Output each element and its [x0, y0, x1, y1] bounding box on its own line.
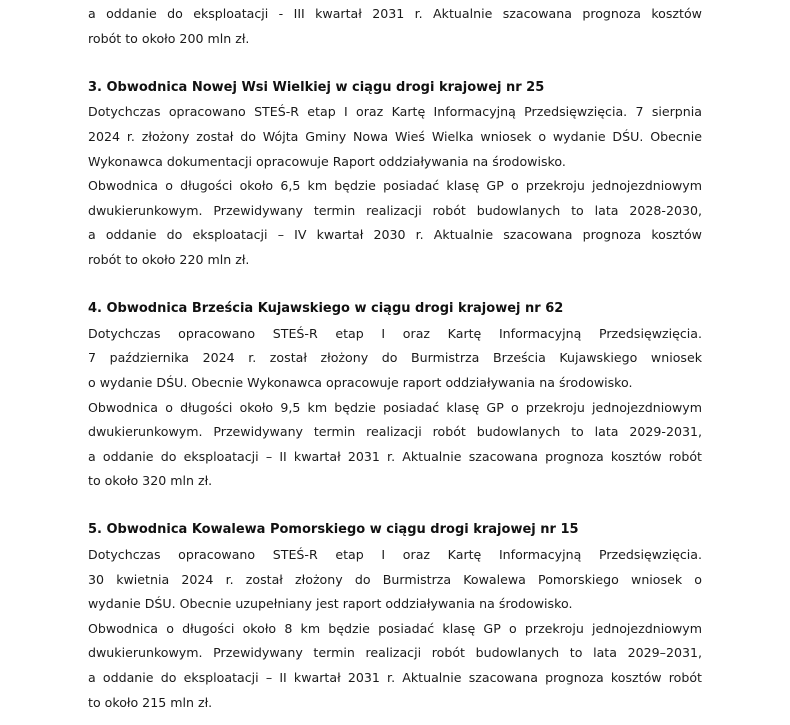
text-line: Wykonawca dokumentacji opracowuje Raport oddziaływania na środowisko.: [88, 153, 566, 169]
text-line: to około 215 mln zł.: [88, 694, 213, 710]
text-line: robót to około 200 mln zł.: [88, 30, 250, 46]
paragraph-section5-status: [88, 543, 702, 617]
text-line: dwukierunkowym. Przewidywany termin realizacji robót budowlanych to lata 2028-2030,: [88, 202, 702, 218]
paragraph-section4-parameters: [88, 396, 702, 494]
text-line: wydanie DŚU. Obecnie uzupełniany jest raport oddziaływania na środowisko.: [88, 596, 573, 612]
section-4-heading: 4. Obwodnica Brześcia Kujawskiego w ciągu drogi krajowej nr 62: [88, 301, 564, 317]
text-line: Dotychczas opracowano STEŚ-R etap I oraz Kartę Informacyjną Przedsięwzięcia. 7 sierpnia: [88, 104, 702, 120]
text-line: 2024 r. złożony został do Wójta Gminy Nowa Wieś Wielka wniosek o wydanie DŚU. Obecnie: [88, 128, 702, 144]
text-line: a oddanie do eksploatacji – II kwartał 2031 r. Aktualnie szacowana prognoza kosztów robót: [88, 448, 702, 464]
text-line: Dotychczas opracowano STEŚ-R etap I oraz Kartę Informacyjną Przedsięwzięcia.: [88, 547, 702, 563]
text-line: 30 kwietnia 2024 r. został złożony do Burmistrza Kowalewa Pomorskiego wniosek o: [88, 571, 702, 587]
text-line: a oddanie do eksploatacji - III kwartał 2031 r. Aktualnie szacowana prognoza kosztów: [88, 6, 702, 21]
text-line: o wydanie DŚU. Obecnie Wykonawca opracowuje raport oddziaływania na środowisko.: [88, 374, 633, 390]
section-3-heading: 3. Obwodnica Nowej Wsi Wielkiej w ciągu drogi krajowej nr 25: [88, 79, 545, 95]
text-line: Dotychczas opracowano STEŚ-R etap I oraz Kartę Informacyjną Przedsięwzięcia.: [88, 325, 702, 341]
text-line: dwukierunkowym. Przewidywany termin realizacji robót budowlanych to lata 2029–2031,: [88, 645, 702, 661]
text-line: dwukierunkowym. Przewidywany termin realizacji robót budowlanych to lata 2029-2031,: [88, 424, 702, 440]
text-line: a oddanie do eksploatacji – II kwartał 2031 r. Aktualnie szacowana prognoza kosztów robót: [88, 670, 702, 686]
paragraph-section2-costs: [88, 2, 702, 51]
text-line: a oddanie do eksploatacji – IV kwartał 2030 r. Aktualnie szacowana prognoza kosztów: [88, 227, 702, 243]
text-line: Obwodnica o długości około 6,5 km będzie posiadać klasę GP o przekroju jednojezdniowym: [88, 178, 702, 194]
text-line: Obwodnica o długości około 8 km będzie posiadać klasę GP o przekroju jednojezdniowym: [88, 620, 702, 636]
section-5-heading: 5. Obwodnica Kowalewa Pomorskiego w ciągu drogi krajowej nr 15: [88, 522, 579, 538]
paragraph-section3-status: [88, 100, 702, 174]
text-line: to około 320 mln zł.: [88, 473, 213, 489]
paragraph-section4-status: [88, 322, 702, 396]
text-line: robót to około 220 mln zł.: [88, 251, 250, 267]
paragraph-section5-parameters: [88, 617, 702, 715]
paragraph-section3-parameters: [88, 174, 702, 272]
text-line: 7 października 2024 r. został złożony do Burmistrza Brześcia Kujawskiego wniosek: [88, 350, 702, 366]
text-line: Obwodnica o długości około 9,5 km będzie posiadać klasę GP o przekroju jednojezdniowym: [88, 399, 702, 415]
